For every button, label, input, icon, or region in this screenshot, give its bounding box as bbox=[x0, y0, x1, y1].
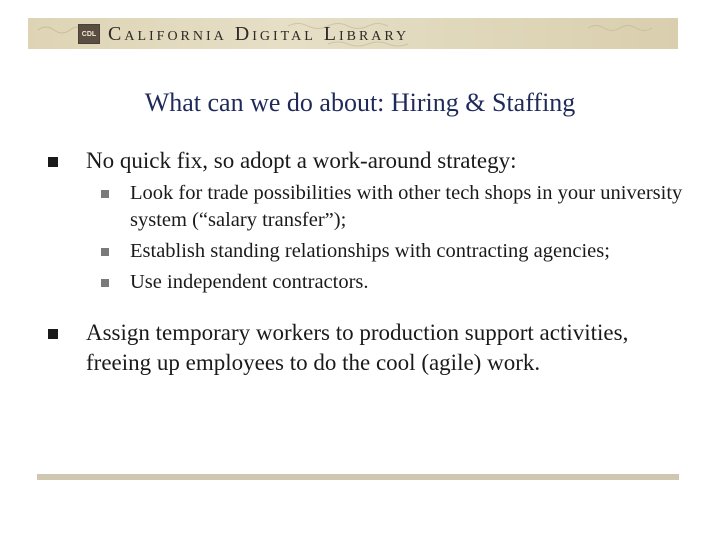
header-banner bbox=[28, 18, 678, 49]
bullet-text: No quick fix, so adopt a work-around strategy: bbox=[86, 148, 517, 173]
sub-bullet-text: Look for trade possibilities with other tech shops in your university system (“salary transfer”); bbox=[130, 182, 683, 231]
sub-bullet-list bbox=[86, 180, 686, 296]
sub-bullet-text: Establish standing relationships with contracting agencies; bbox=[130, 240, 610, 262]
square-bullet-icon bbox=[101, 248, 109, 256]
square-bullet-icon bbox=[48, 157, 58, 167]
sub-bullet-item bbox=[86, 180, 686, 234]
slide-title: What can we do about: Hiring & Staffing bbox=[144, 88, 576, 117]
sub-bullet-text: Use independent contractors. bbox=[130, 271, 369, 293]
bullet-item bbox=[46, 146, 686, 176]
cdl-logo: CDL bbox=[78, 24, 100, 44]
banner-title: California Digital Library bbox=[108, 23, 410, 45]
sub-bullet-item bbox=[86, 238, 686, 265]
square-bullet-icon bbox=[48, 329, 58, 339]
footer-rule bbox=[37, 474, 679, 480]
sub-bullet-item bbox=[86, 269, 686, 296]
bullet-text: Assign temporary workers to production support activities, freeing up employees to do the cool (agile) work. bbox=[86, 320, 629, 375]
slide-body bbox=[46, 146, 686, 378]
square-bullet-icon bbox=[101, 190, 109, 198]
bullet-item bbox=[46, 318, 686, 378]
square-bullet-icon bbox=[101, 279, 109, 287]
